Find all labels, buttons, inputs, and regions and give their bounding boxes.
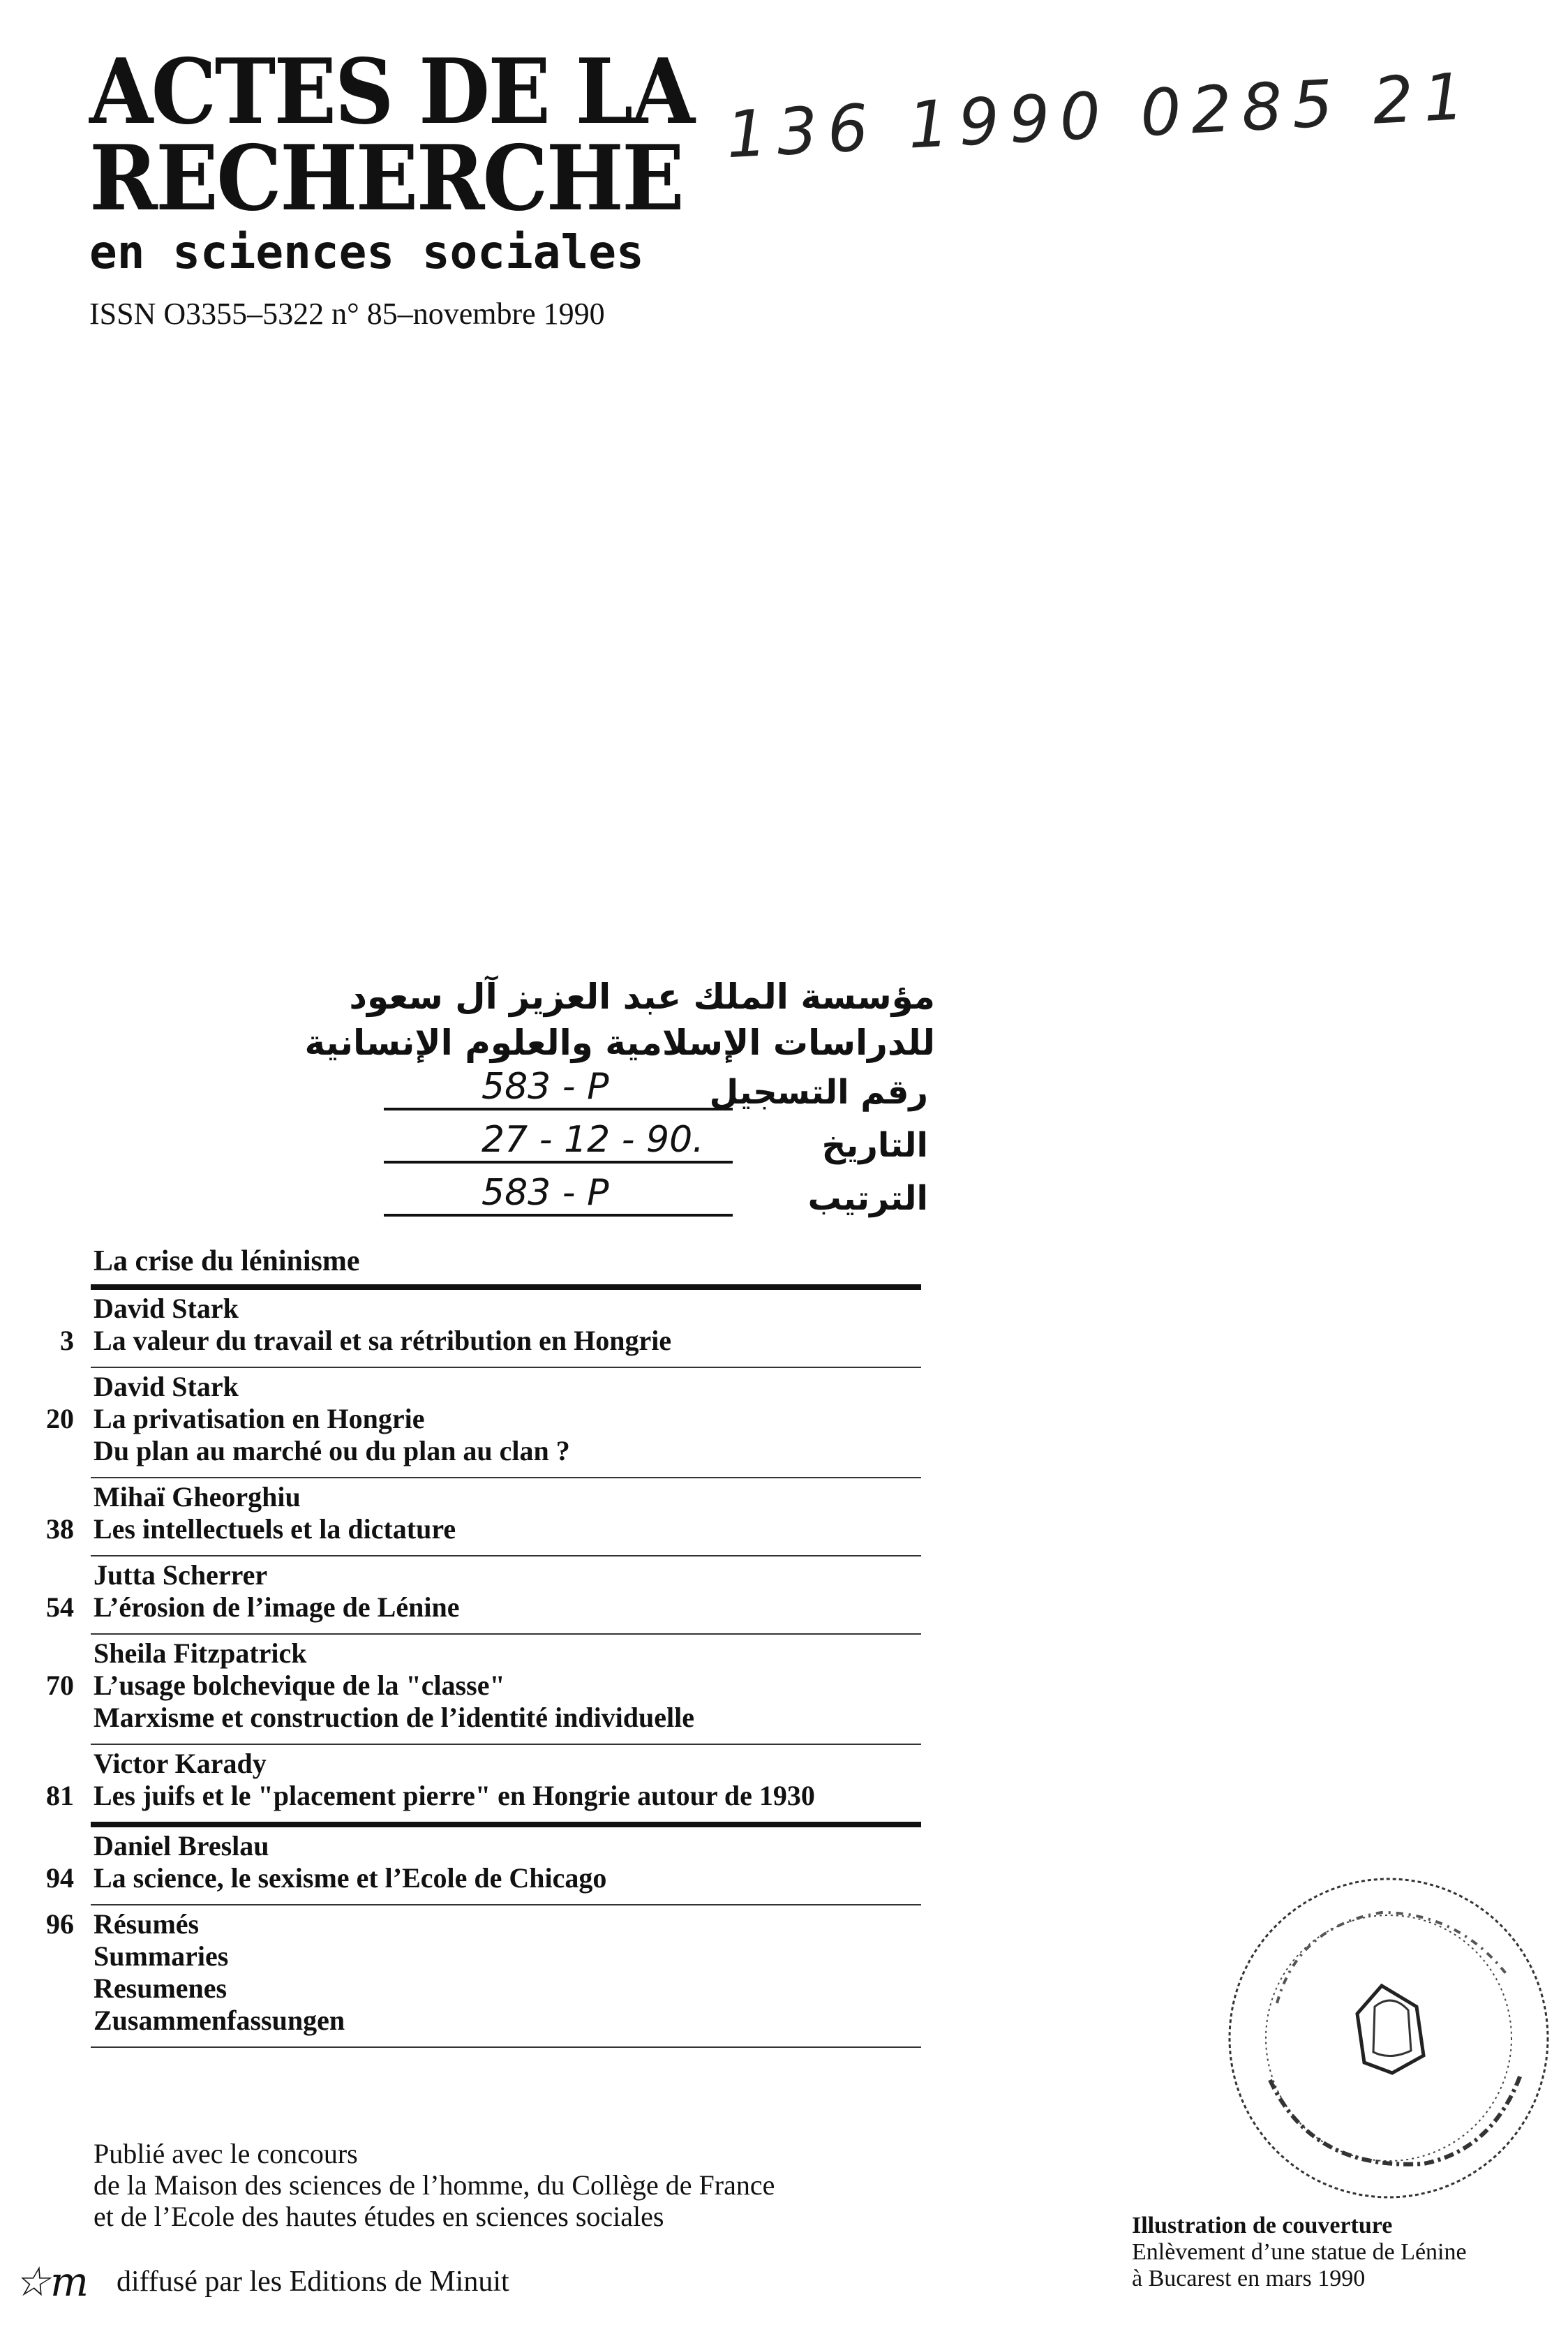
toc-page-number: 94 xyxy=(46,1862,74,1894)
toc-title-line: Marxisme et construction de l’identité individuelle xyxy=(94,1702,695,1733)
stamp-value: 583 - P xyxy=(481,1172,609,1214)
stamp-value: 27 - 12 - 90. xyxy=(481,1119,704,1161)
publication-note xyxy=(94,2138,931,2232)
publication-note-line: et de l’Ecole des hautes études en sciences sociales xyxy=(94,2201,664,2232)
toc-entry xyxy=(21,1290,921,1367)
toc-author: David Stark xyxy=(94,1371,239,1402)
stamp-row-registration xyxy=(377,1066,935,1119)
toc-title-line: Les intellectuels et la dictature xyxy=(94,1513,456,1545)
stamp-institution-line-2: للدراسات الإسلامية والعلوم الإنسانية xyxy=(304,1023,935,1063)
toc-title-line: Summaries xyxy=(94,1940,229,1972)
stamp-institution-line-1: مؤسسة الملك عبد العزيز آل سعود xyxy=(349,976,935,1017)
toc-page-number: 81 xyxy=(46,1780,74,1811)
masthead xyxy=(89,40,694,334)
stamp-rule xyxy=(384,1161,733,1164)
toc-top-rule xyxy=(91,1284,921,1290)
toc-entry-text xyxy=(94,1293,921,1357)
stamp-rule xyxy=(384,1108,733,1110)
toc-title-line: Résumés xyxy=(94,1908,200,1940)
toc-title-line: Resumenes xyxy=(94,1972,227,2004)
toc-title-line: Zusammenfassungen xyxy=(94,2005,345,2036)
toc-page-number: 96 xyxy=(46,1908,74,1940)
toc-page-number: 38 xyxy=(46,1513,74,1545)
library-seal-icon xyxy=(1214,1864,1563,2213)
publication-note-line: Publié avec le concours xyxy=(94,2138,358,2169)
journal-title-line-2: RECHERCHE xyxy=(89,126,683,231)
toc-title-line: Les juifs et le "placement pierre" en Hongrie autour de 1930 xyxy=(94,1780,815,1811)
handwritten-call-number: 136 1990 0285 21 xyxy=(724,59,1476,173)
stamp-label: التاريخ xyxy=(821,1126,928,1165)
toc-entry-text xyxy=(94,1481,921,1545)
distributor-text: diffusé par les Editions de Minuit xyxy=(117,2266,509,2298)
library-stamp xyxy=(304,974,935,1267)
toc-entry xyxy=(21,1478,921,1555)
toc-page-number: 54 xyxy=(46,1591,74,1623)
toc-page-number: 70 xyxy=(46,1670,74,1701)
stamp-row-order xyxy=(377,1172,935,1225)
stamp-label: الترتيب xyxy=(807,1179,928,1218)
stamp-value: 583 - P xyxy=(481,1066,609,1108)
toc-title-line: La science, le sexisme et l’Ecole de Chicago xyxy=(94,1862,607,1894)
toc-divider xyxy=(91,1822,921,1827)
toc-entry-text xyxy=(94,1371,921,1467)
table-of-contents xyxy=(21,1284,921,2048)
toc-entry xyxy=(21,1635,921,1744)
toc-title-line: Du plan au marché ou du plan au clan ? xyxy=(94,1435,570,1466)
toc-entry-text xyxy=(94,1637,921,1734)
toc-entry xyxy=(21,1368,921,1477)
toc-entry xyxy=(21,1556,921,1633)
toc-author: David Stark xyxy=(94,1293,239,1324)
toc-author: Daniel Breslau xyxy=(94,1830,269,1862)
toc-entry-text xyxy=(94,1559,921,1623)
toc-title-line: L’usage bolchevique de la "classe" xyxy=(94,1670,505,1701)
toc-entry xyxy=(21,1827,921,1904)
toc-title-line: L’érosion de l’image de Lénine xyxy=(94,1591,460,1623)
toc-entry-text xyxy=(94,1748,921,1812)
cover-illustration-caption xyxy=(1132,2213,1551,2292)
cover-caption-title: Illustration de couverture xyxy=(1132,2213,1393,2238)
cover-caption-line: Enlèvement d’une statue de Lénine xyxy=(1132,2239,1467,2265)
minuit-logo-icon: ☆m xyxy=(14,2258,89,2305)
toc-divider xyxy=(91,2046,921,2048)
toc-entry xyxy=(21,1905,921,2046)
journal-subtitle: en sciences sociales xyxy=(89,225,644,279)
toc-page-number: 3 xyxy=(60,1325,74,1356)
journal-title-line-1: ACTES DE LA xyxy=(89,40,694,144)
toc-author: Jutta Scherrer xyxy=(94,1559,268,1591)
stamp-row-date xyxy=(377,1119,935,1172)
issn-line: ISSN O3355–5322 n° 85–novembre 1990 xyxy=(89,297,605,331)
toc-title-line: La valeur du travail et sa rétribution en Hongrie xyxy=(94,1325,672,1356)
stamp-label: رقم التسجيل xyxy=(709,1073,928,1112)
toc-entry xyxy=(21,1745,921,1822)
stamp-rule xyxy=(384,1214,733,1217)
toc-author: Sheila Fitzpatrick xyxy=(94,1637,307,1669)
toc-author: Victor Karady xyxy=(94,1748,267,1779)
publication-note-line: de la Maison des sciences de l’homme, du Collège de France xyxy=(94,2169,775,2201)
toc-page-number: 20 xyxy=(46,1403,74,1434)
distributor-line xyxy=(14,2258,509,2305)
toc-entries xyxy=(21,1290,921,2048)
toc-author: Mihaï Gheorghiu xyxy=(94,1481,301,1513)
section-title: La crise du léninisme xyxy=(94,1245,360,1277)
toc-entry-text xyxy=(94,1830,921,1894)
toc-title-line: La privatisation en Hongrie xyxy=(94,1403,425,1434)
cover-caption-line: à Bucarest en mars 1990 xyxy=(1132,2266,1366,2291)
toc-entry-text xyxy=(94,1908,921,2037)
